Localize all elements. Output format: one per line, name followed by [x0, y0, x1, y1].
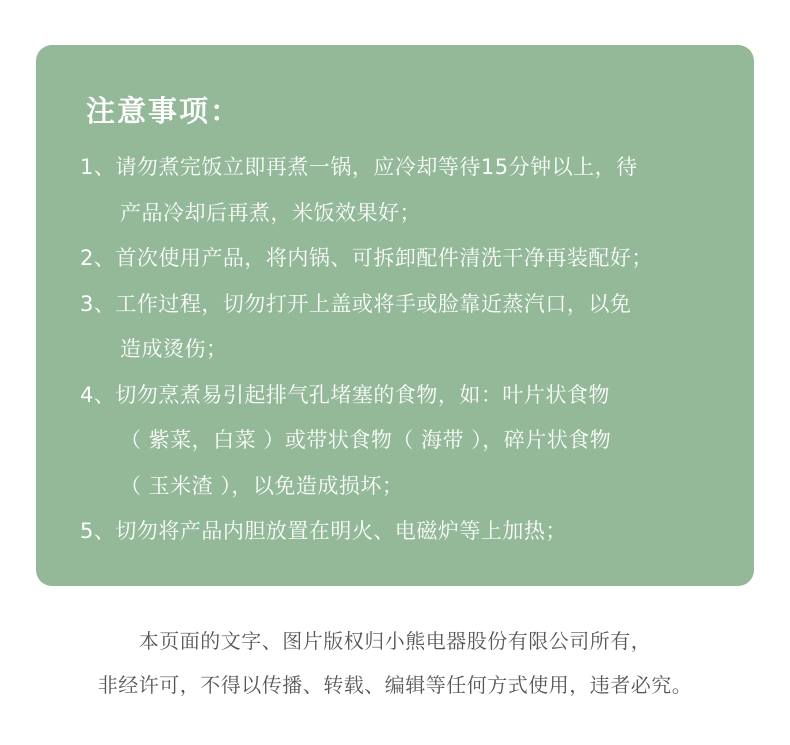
notice-item-4: 4、切勿烹煮易引起排气孔堵塞的食物，如：叶片状食物	[80, 382, 610, 407]
notice-item-3: 3、工作过程，切勿打开上盖或将手或脸靠近蒸汽口，以免	[80, 291, 632, 316]
notice-item-5: 5、切勿将产品内胆放置在明火、电磁炉等上加热；	[80, 519, 567, 543]
notice-title: 注意事项：	[86, 94, 242, 128]
notice-list	[80, 145, 653, 555]
notice-card	[36, 45, 754, 586]
notice-item-2: 2、首次使用产品，将内锅、可拆卸配件清洗干净再装配好；	[80, 246, 653, 270]
notice-item-1: 1、请勿煮完饭立即再煮一锅，应冷却等待15分钟以上，待	[80, 155, 638, 179]
notice-item-3-continued: 造成烫伤；	[120, 337, 228, 361]
notice-item-4-continued: （ 玉米渣 ），以免造成损坏；	[120, 473, 404, 498]
copyright-line-2: 非经许可，不得以传播、转载、编辑等任何方式使用，违者必究。	[97, 673, 693, 697]
copyright-footer	[0, 619, 790, 707]
copyright-line-1: 本页面的文字、图片版权归小熊电器股份有限公司所有，	[138, 629, 652, 653]
notice-item-1-continued: 产品冷却后再煮，米饭效果好；	[120, 200, 421, 225]
notice-item-4-continued: （ 紫菜，白菜 ）或带状食物（ 海带 ），碎片状食物	[120, 428, 612, 452]
